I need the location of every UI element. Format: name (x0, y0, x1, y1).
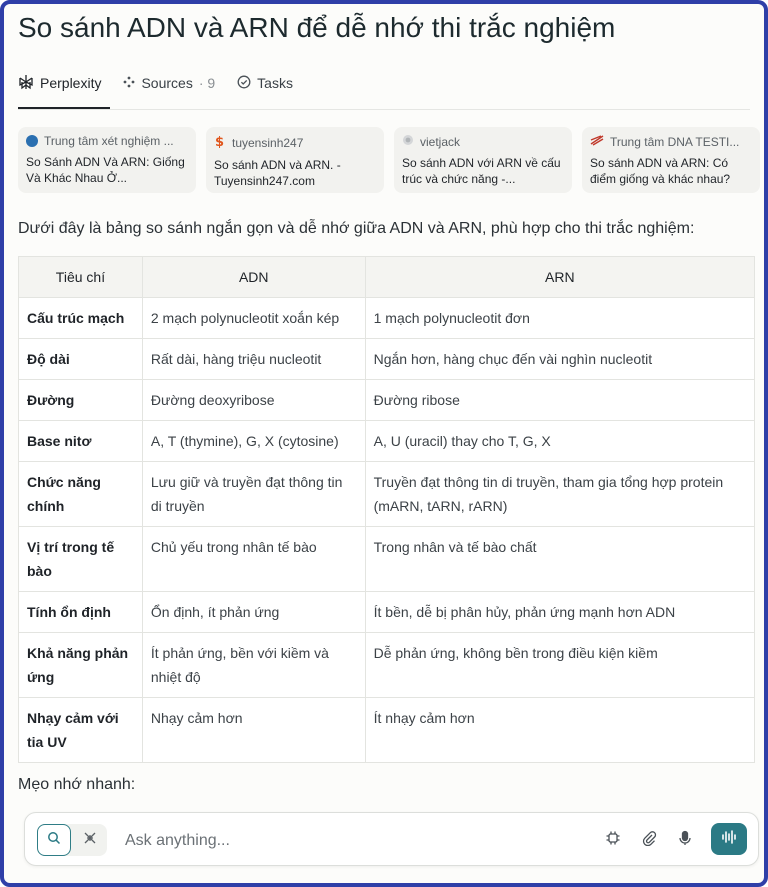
adn-cell: Rất dài, hàng triệu nucleotit (142, 339, 365, 380)
table-header-row (19, 257, 755, 298)
column-header: ADN (142, 257, 365, 298)
adn-cell: Nhạy cảm hơn (142, 698, 365, 763)
tab-label: Perplexity (40, 75, 102, 91)
source-cards (18, 127, 760, 193)
table-row (19, 633, 755, 698)
voice-mode-button[interactable] (711, 823, 747, 855)
table-row (19, 592, 755, 633)
source-card[interactable] (206, 127, 384, 193)
arn-cell: A, U (uracil) thay cho T, G, X (365, 421, 754, 462)
source-site: tuyensinh247 (232, 135, 304, 150)
source-site: Trung tâm DNA TESTI... (610, 134, 740, 149)
arn-cell: Dễ phản ứng, không bền trong điều kiện kiềm (365, 633, 754, 698)
attach-button[interactable] (637, 828, 661, 852)
answer-intro: Dưới đây là bảng so sánh ngắn gọn và dễ nhớ giữa ADN và ARN, phù hợp cho thi trắc nghiệm: (18, 220, 695, 237)
criterion-cell: Cấu trúc mạch (19, 298, 143, 339)
cpu-chip-icon (605, 830, 621, 851)
table-row (19, 698, 755, 763)
source-title: So sánh ADN với ARN về cấu trúc và chức năng -... (402, 156, 561, 186)
ask-bar (24, 812, 759, 866)
criterion-cell: Độ dài (19, 339, 143, 380)
tab-perplexity[interactable] (18, 70, 101, 96)
table-row (19, 527, 755, 592)
arn-cell: Ít nhạy cảm hơn (365, 698, 754, 763)
paperclip-icon (641, 830, 657, 851)
search-icon (47, 831, 61, 850)
table-row (19, 380, 755, 421)
perplexity-logo-icon (18, 74, 34, 93)
tab-label: Tasks (257, 75, 293, 91)
model-select-button[interactable] (601, 828, 625, 852)
source-title: So sánh ADN và ARN: Có điểm giống và khác nhau? (590, 156, 731, 186)
mode-selector (37, 824, 107, 856)
site-favicon-icon (26, 135, 38, 147)
criterion-cell: Đường (19, 380, 143, 421)
arn-cell: Ngắn hơn, hàng chục đến vài nghìn nucleotit (365, 339, 754, 380)
criterion-cell: Nhạy cảm với tia UV (19, 698, 143, 763)
source-title: So sánh ADN và ARN. - Tuyensinh247.com (214, 158, 341, 188)
search-mode-button[interactable] (37, 824, 71, 856)
criterion-cell: Base nitơ (19, 421, 143, 462)
source-card[interactable] (582, 127, 760, 193)
research-icon (83, 831, 97, 850)
criterion-cell: Khả năng phản ứng (19, 633, 143, 698)
site-favicon-icon (590, 134, 604, 149)
dictate-button[interactable] (673, 828, 697, 852)
adn-cell: Ít phản ứng, bền với kiềm và nhiệt độ (142, 633, 365, 698)
source-title: So Sánh ADN Và ARN: Giống Và Khác Nhau Ở... (26, 155, 185, 185)
arn-cell: Truyền đạt thông tin di truyền, tham gia tổng hợp protein (mARN, tARN, rARN) (365, 462, 754, 527)
adn-cell: A, T (thymine), G, X (cytosine) (142, 421, 365, 462)
sources-count: · 9 (198, 75, 216, 91)
adn-cell: 2 mạch polynucleotit xoắn kép (142, 298, 365, 339)
table-row (19, 298, 755, 339)
quick-tip-heading: Mẹo nhớ nhanh: (18, 776, 136, 793)
arn-cell: Trong nhân và tế bào chất (365, 527, 754, 592)
criterion-cell: Chức năng chính (19, 462, 143, 527)
criterion-cell: Tính ổn định (19, 592, 143, 633)
source-card[interactable] (18, 127, 196, 193)
arn-cell: Đường ribose (365, 380, 754, 421)
table-row (19, 421, 755, 462)
source-site: vietjack (420, 134, 461, 149)
column-header: ARN (365, 257, 754, 298)
site-favicon-icon (214, 134, 226, 151)
ask-input[interactable] (123, 828, 547, 854)
svg-text:$: $ (215, 135, 225, 148)
sources-icon (123, 75, 135, 91)
adn-cell: Chủ yếu trong nhân tế bào (142, 527, 365, 592)
tab-bar (18, 70, 293, 110)
tab-sources[interactable] (123, 70, 215, 96)
column-header: Tiêu chí (19, 257, 143, 298)
comparison-table (18, 256, 755, 763)
arn-cell: Ít bền, dễ bị phân hủy, phản ứng mạnh hơn ADN (365, 592, 754, 633)
globe-icon (402, 134, 414, 149)
adn-cell: Đường deoxyribose (142, 380, 365, 421)
tab-divider (18, 109, 750, 110)
page-title: So sánh ADN và ARN để dễ nhớ thi trắc nghiệm (18, 12, 616, 43)
adn-cell: Lưu giữ và truyền đạt thông tin di truyền (142, 462, 365, 527)
tab-tasks[interactable] (237, 70, 293, 96)
table-row (19, 339, 755, 380)
arn-cell: 1 mạch polynucleotit đơn (365, 298, 754, 339)
source-site: Trung tâm xét nghiệm ... (44, 134, 174, 148)
criterion-cell: Vị trí trong tế bào (19, 527, 143, 592)
adn-cell: Ổn định, ít phản ứng (142, 592, 365, 633)
waveform-icon (720, 829, 738, 850)
microphone-icon (677, 830, 693, 851)
source-card[interactable] (394, 127, 572, 193)
table-row (19, 462, 755, 527)
research-mode-button[interactable] (73, 824, 107, 856)
tab-label: Sources (141, 75, 193, 91)
tasks-icon (237, 75, 251, 92)
